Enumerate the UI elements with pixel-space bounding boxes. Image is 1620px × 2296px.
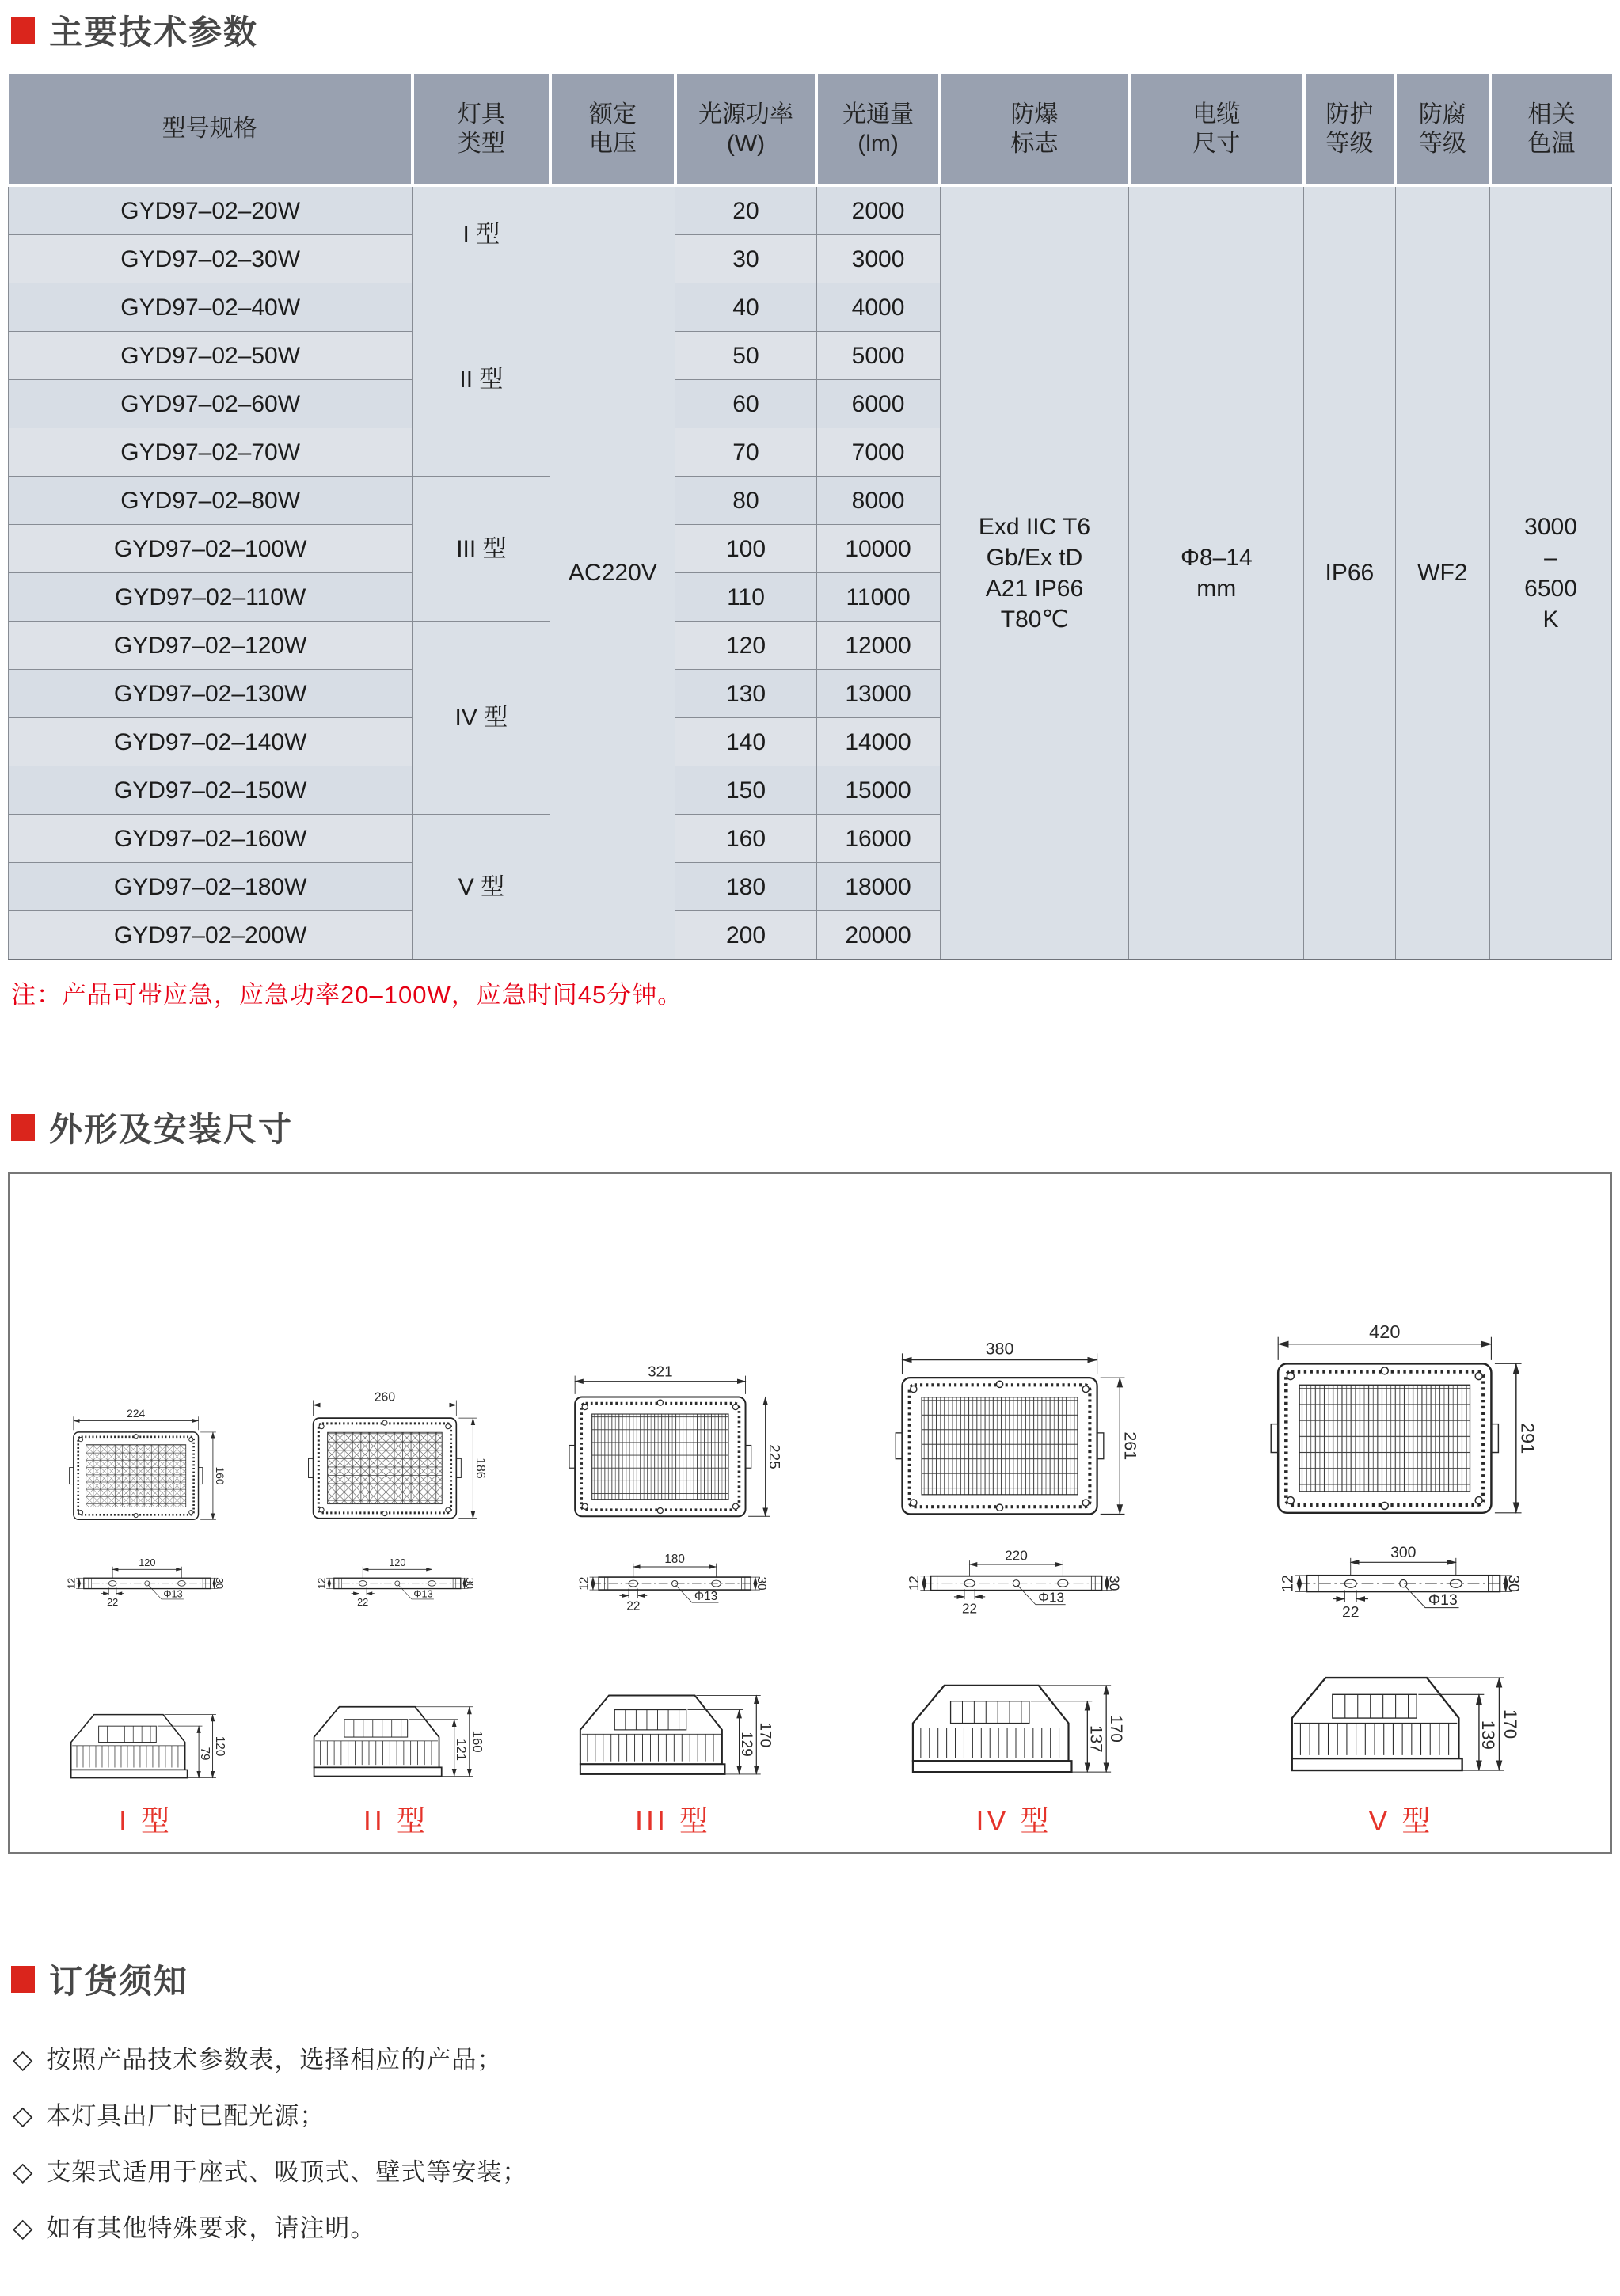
table-row — [9, 185, 1612, 235]
model-cell: GYD97–02–100W — [9, 525, 413, 573]
power-cell: 160 — [675, 815, 816, 863]
side-inner-dim: 129 — [738, 1731, 755, 1757]
side-inner-dim: 121 — [454, 1739, 470, 1762]
bracket-width-dim: 30 — [1105, 1576, 1122, 1591]
lumens-cell: 8000 — [816, 477, 940, 525]
type-group-cell: I 型 — [413, 185, 550, 283]
ordering-item-text: 按照产品技术参数表，选择相应的产品； — [46, 2046, 503, 2074]
cable-size-cell: Φ8–14 mm — [1129, 185, 1304, 960]
power-cell: 60 — [675, 380, 816, 428]
section-ordering — [8, 1956, 1612, 2244]
type-label: I 型 — [118, 1804, 173, 1837]
front-view-drawing — [302, 1392, 489, 1529]
lumens-cell: 14000 — [816, 718, 940, 766]
side-outer-dim: 160 — [470, 1731, 485, 1753]
lumens-cell: 20000 — [816, 911, 940, 960]
model-cell: GYD97–02–110W — [9, 573, 413, 622]
bracket-slot-dim: 22 — [356, 1596, 369, 1609]
side-outer-dim: 170 — [1106, 1715, 1125, 1743]
side-inner-dim: 137 — [1086, 1725, 1105, 1753]
voltage-cell: AC220V — [550, 185, 675, 960]
bracket-width-dim: 30 — [214, 1578, 226, 1590]
type-label: IV 型 — [975, 1804, 1052, 1837]
type-group-cell: II 型 — [413, 283, 550, 477]
header-power: 光源功率 (W) — [675, 74, 816, 185]
model-cell: GYD97–02–40W — [9, 283, 413, 332]
lumens-cell: 4000 — [816, 283, 940, 332]
bracket-thickness-dim: 12 — [905, 1576, 922, 1591]
ordering-item-text: 如有其他特殊要求，请注明。 — [46, 2214, 376, 2242]
header-lumens: 光通量 (lm) — [816, 74, 940, 185]
mounting-bracket-drawing — [1279, 1543, 1523, 1622]
front-height-dim: 225 — [766, 1443, 783, 1469]
power-cell: 50 — [675, 332, 816, 380]
power-cell: 110 — [675, 573, 816, 622]
table-header-row — [9, 74, 1612, 185]
ordering-item — [13, 2208, 1612, 2244]
bracket-thickness-dim: 12 — [577, 1576, 591, 1591]
spec-table — [8, 74, 1612, 960]
dimension-drawings-box — [8, 1172, 1612, 1854]
side-inner-dim: 79 — [198, 1747, 212, 1761]
drawing-column-type2 — [278, 1182, 514, 1852]
front-height-dim: 261 — [1120, 1431, 1139, 1461]
front-width-dim: 321 — [648, 1363, 673, 1380]
power-cell: 130 — [675, 670, 816, 718]
bracket-slot-dim: 22 — [1341, 1603, 1360, 1621]
model-cell: GYD97–02–180W — [9, 863, 413, 911]
explosion-mark-cell: Exd IIC T6 Gb/Ex tD A21 IP66 T80℃ — [940, 185, 1129, 960]
ordering-items — [13, 2039, 1612, 2244]
drawing-column-type4 — [832, 1182, 1196, 1852]
bracket-hole-dim: Φ13 — [1037, 1589, 1064, 1606]
power-cell: 180 — [675, 863, 816, 911]
model-cell: GYD97–02–80W — [9, 477, 413, 525]
side-view-drawing — [572, 1684, 774, 1795]
header-anticorrosion: 防腐 等级 — [1395, 74, 1489, 185]
header-voltage: 额定 电压 — [550, 74, 675, 185]
bracket-span-dim: 120 — [389, 1557, 406, 1569]
anticorrosion-cell: WF2 — [1395, 185, 1489, 960]
power-cell: 120 — [675, 622, 816, 670]
lumens-cell: 16000 — [816, 815, 940, 863]
bracket-span-dim: 300 — [1390, 1543, 1417, 1561]
model-cell: GYD97–02–20W — [9, 185, 413, 235]
front-height-dim: 291 — [1517, 1422, 1538, 1454]
type-group-cell: V 型 — [413, 815, 550, 960]
red-square-icon — [11, 17, 35, 44]
drawing-column-type1 — [13, 1182, 278, 1852]
lumens-cell: 11000 — [816, 573, 940, 622]
lumens-cell: 7000 — [816, 428, 940, 477]
bracket-slot-dim: 22 — [626, 1599, 641, 1614]
power-cell: 200 — [675, 911, 816, 960]
section-params-header — [11, 6, 1612, 54]
front-width-dim: 260 — [375, 1390, 396, 1405]
type-label: II 型 — [363, 1804, 428, 1837]
model-cell: GYD97–02–120W — [9, 622, 413, 670]
bracket-width-dim: 30 — [1504, 1575, 1523, 1592]
bracket-thickness-dim: 12 — [1279, 1575, 1297, 1592]
model-cell: GYD97–02–130W — [9, 670, 413, 718]
model-cell: GYD97–02–140W — [9, 718, 413, 766]
bracket-hole-dim: Φ13 — [163, 1587, 183, 1600]
type-label: V 型 — [1368, 1804, 1434, 1837]
bracket-hole-dim: Φ13 — [413, 1587, 433, 1600]
power-cell: 100 — [675, 525, 816, 573]
mounting-bracket-drawing — [578, 1554, 768, 1614]
bracket-width-dim: 30 — [463, 1578, 476, 1590]
power-cell: 80 — [675, 477, 816, 525]
section-dimensions — [8, 1104, 1612, 1854]
emergency-note: 注：产品可带应急，应急功率20–100W，应急时间45分钟。 — [11, 981, 683, 1009]
power-cell: 20 — [675, 185, 816, 235]
protection-cell: IP66 — [1304, 185, 1395, 960]
header-type: 灯具 类型 — [413, 74, 550, 185]
bracket-hole-dim: Φ13 — [694, 1590, 718, 1604]
front-height-dim: 160 — [214, 1466, 226, 1485]
bracket-span-dim: 180 — [664, 1553, 685, 1567]
ordering-item-text: 支架式适用于座式、吸顶式、壁式等安装； — [46, 2158, 528, 2186]
type-label: III 型 — [634, 1804, 711, 1837]
ordering-item — [13, 2096, 1612, 2131]
section-dimensions-header — [11, 1104, 1612, 1151]
diamond-bullet-icon: ◇ — [13, 2157, 34, 2186]
bracket-thickness-dim: 12 — [65, 1578, 78, 1590]
lumens-cell: 5000 — [816, 332, 940, 380]
side-view-drawing — [64, 1705, 226, 1795]
drawing-column-type5 — [1196, 1182, 1607, 1852]
bracket-slot-dim: 22 — [107, 1596, 119, 1609]
type-group-cell: III 型 — [413, 477, 550, 622]
model-cell: GYD97–02–60W — [9, 380, 413, 428]
red-square-icon — [11, 1114, 35, 1141]
front-view-drawing — [1262, 1321, 1539, 1529]
bracket-span-dim: 120 — [139, 1557, 156, 1569]
bracket-thickness-dim: 12 — [315, 1578, 328, 1590]
section-ordering-header — [11, 1956, 1612, 2003]
model-cell: GYD97–02–50W — [9, 332, 413, 380]
front-width-dim: 224 — [127, 1407, 146, 1420]
diamond-bullet-icon: ◇ — [13, 2213, 34, 2242]
diamond-bullet-icon: ◇ — [13, 2100, 34, 2130]
bracket-slot-dim: 22 — [961, 1600, 977, 1617]
lumens-cell: 2000 — [816, 185, 940, 235]
side-view-drawing — [903, 1673, 1125, 1795]
lumens-cell: 13000 — [816, 670, 940, 718]
model-cell: GYD97–02–30W — [9, 235, 413, 283]
front-width-dim: 420 — [1369, 1321, 1401, 1342]
mounting-bracket-drawing — [67, 1559, 225, 1609]
type-group-cell: IV 型 — [413, 622, 550, 815]
side-outer-dim: 120 — [213, 1736, 227, 1757]
power-cell: 30 — [675, 235, 816, 283]
section-dimensions-title: 外形及安装尺寸 — [49, 1111, 294, 1148]
power-cell: 40 — [675, 283, 816, 332]
section-ordering-title: 订货须知 — [49, 1963, 189, 2000]
header-protection: 防护 等级 — [1304, 74, 1395, 185]
model-cell: GYD97–02–70W — [9, 428, 413, 477]
diamond-bullet-icon: ◇ — [13, 2044, 34, 2074]
front-view-drawing — [64, 1409, 226, 1529]
side-view-drawing — [1282, 1664, 1519, 1795]
header-cable: 电缆 尺寸 — [1129, 74, 1304, 185]
lumens-cell: 6000 — [816, 380, 940, 428]
lumens-cell: 15000 — [816, 766, 940, 815]
front-width-dim: 380 — [985, 1339, 1013, 1359]
side-outer-dim: 170 — [1500, 1709, 1521, 1739]
header-explosion: 防爆 标志 — [940, 74, 1129, 185]
bracket-span-dim: 220 — [1004, 1547, 1028, 1564]
header-colortemp: 相关 色温 — [1490, 74, 1612, 185]
header-model: 型号规格 — [9, 74, 413, 185]
model-cell: GYD97–02–150W — [9, 766, 413, 815]
lumens-cell: 3000 — [816, 235, 940, 283]
model-cell: GYD97–02–200W — [9, 911, 413, 960]
mounting-bracket-drawing — [317, 1559, 475, 1609]
colortemp-cell: 3000 – 6500 K — [1490, 185, 1612, 960]
model-cell: GYD97–02–160W — [9, 815, 413, 863]
power-cell: 150 — [675, 766, 816, 815]
bracket-width-dim: 30 — [754, 1576, 768, 1591]
front-view-drawing — [562, 1363, 784, 1529]
side-view-drawing — [306, 1697, 485, 1795]
front-view-drawing — [888, 1339, 1141, 1529]
ordering-item-text: 本灯具出厂时已配光源； — [46, 2102, 325, 2130]
ordering-item — [13, 2152, 1612, 2188]
side-outer-dim: 170 — [757, 1722, 774, 1747]
power-cell: 140 — [675, 718, 816, 766]
side-inner-dim: 139 — [1478, 1720, 1499, 1751]
red-square-icon — [11, 1966, 35, 1993]
lumens-cell: 12000 — [816, 622, 940, 670]
drawing-column-type3 — [514, 1182, 832, 1852]
front-height-dim: 186 — [473, 1457, 488, 1479]
mounting-bracket-drawing — [905, 1547, 1122, 1617]
ordering-item — [13, 2039, 1612, 2075]
lumens-cell: 18000 — [816, 863, 940, 911]
power-cell: 70 — [675, 428, 816, 477]
section-params-title: 主要技术参数 — [49, 13, 259, 51]
lumens-cell: 10000 — [816, 525, 940, 573]
bracket-hole-dim: Φ13 — [1428, 1591, 1458, 1609]
